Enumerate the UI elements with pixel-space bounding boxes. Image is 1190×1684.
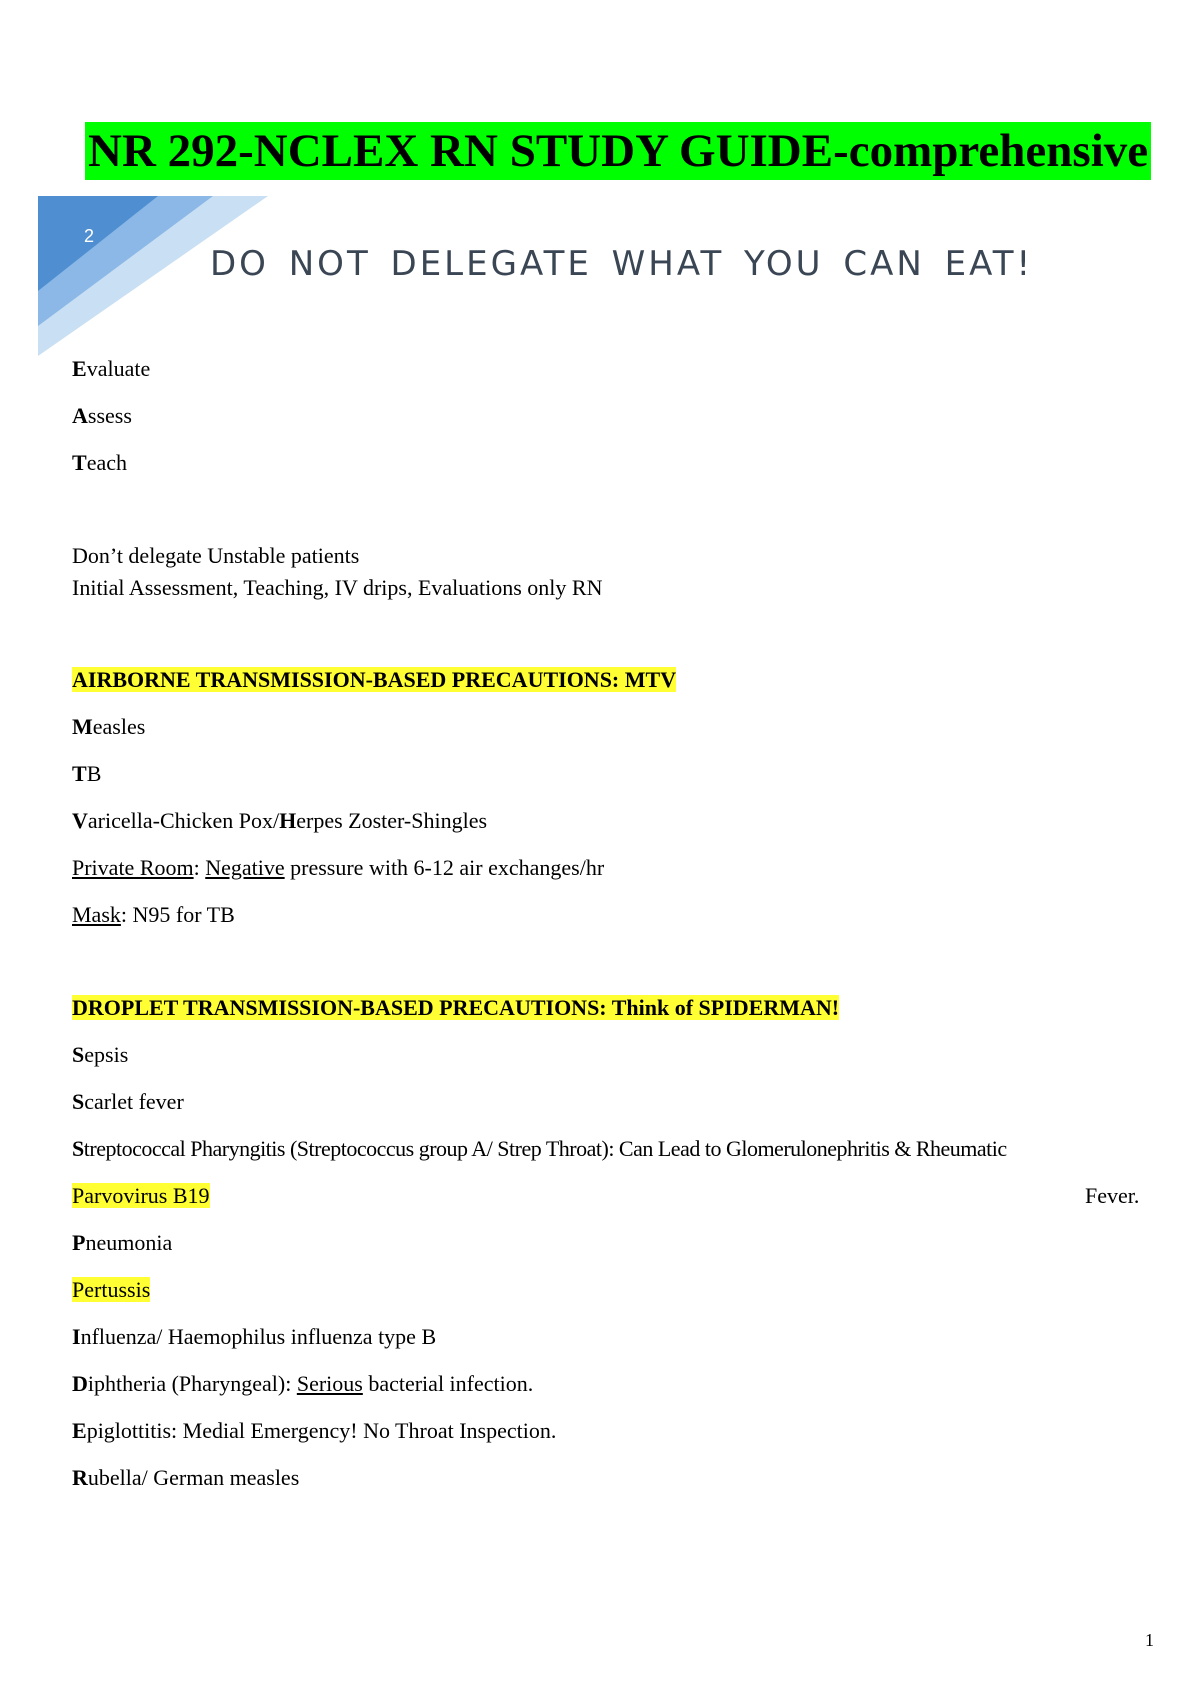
delegation-note: Initial Assessment, Teaching, IV drips, Evaluations only RN <box>72 575 603 600</box>
slide-number: 2 <box>84 226 95 246</box>
list-item: Rubella/ German measles <box>72 1465 300 1490</box>
private-room-note: Private Room: Negative pressure with 6-12 air exchanges/hr <box>72 855 605 880</box>
list-item: Evaluate <box>72 356 151 381</box>
fever-continuation: Fever. <box>1085 1183 1140 1208</box>
list-item: Scarlet fever <box>72 1089 184 1114</box>
list-item: Epiglottitis: Medial Emergency! No Throat Inspection. <box>72 1418 557 1443</box>
page-number: 1 <box>1145 1630 1154 1650</box>
list-item: Measles <box>72 714 146 739</box>
slide-heading: DO NOT DELEGATE WHAT YOU CAN EAT! <box>210 244 1034 284</box>
list-item: Varicella-Chicken Pox/Herpes Zoster-Shingles <box>72 808 488 833</box>
delegation-note: Don’t delegate Unstable patients <box>72 543 360 568</box>
list-item: Parvovirus B19 <box>72 1183 210 1208</box>
document-title: NR 292-NCLEX RN STUDY GUIDE-comprehensive <box>85 122 1151 180</box>
list-item: Streptococcal Pharyngitis (Streptococcus group A/ Strep Throat): Can Lead to Glomerulonephritis & Rheumatic <box>72 1136 1007 1161</box>
list-item: TB <box>72 761 102 786</box>
list-item: Teach <box>72 450 127 475</box>
list-item: Pneumonia <box>72 1230 173 1255</box>
airborne-heading: AIRBORNE TRANSMISSION-BASED PRECAUTIONS: MTV <box>72 667 677 692</box>
list-item: Assess <box>72 403 132 428</box>
list-item: Pertussis <box>72 1277 151 1302</box>
list-item: Sepsis <box>72 1042 129 1067</box>
droplet-heading: DROPLET TRANSMISSION-BASED PRECAUTIONS: Think of SPIDERMAN! <box>72 995 840 1020</box>
mask-note: Mask: N95 for TB <box>72 902 235 927</box>
list-item: Diphtheria (Pharyngeal): Serious bacterial infection. <box>72 1371 534 1396</box>
list-item: Influenza/ Haemophilus influenza type B <box>72 1324 437 1349</box>
